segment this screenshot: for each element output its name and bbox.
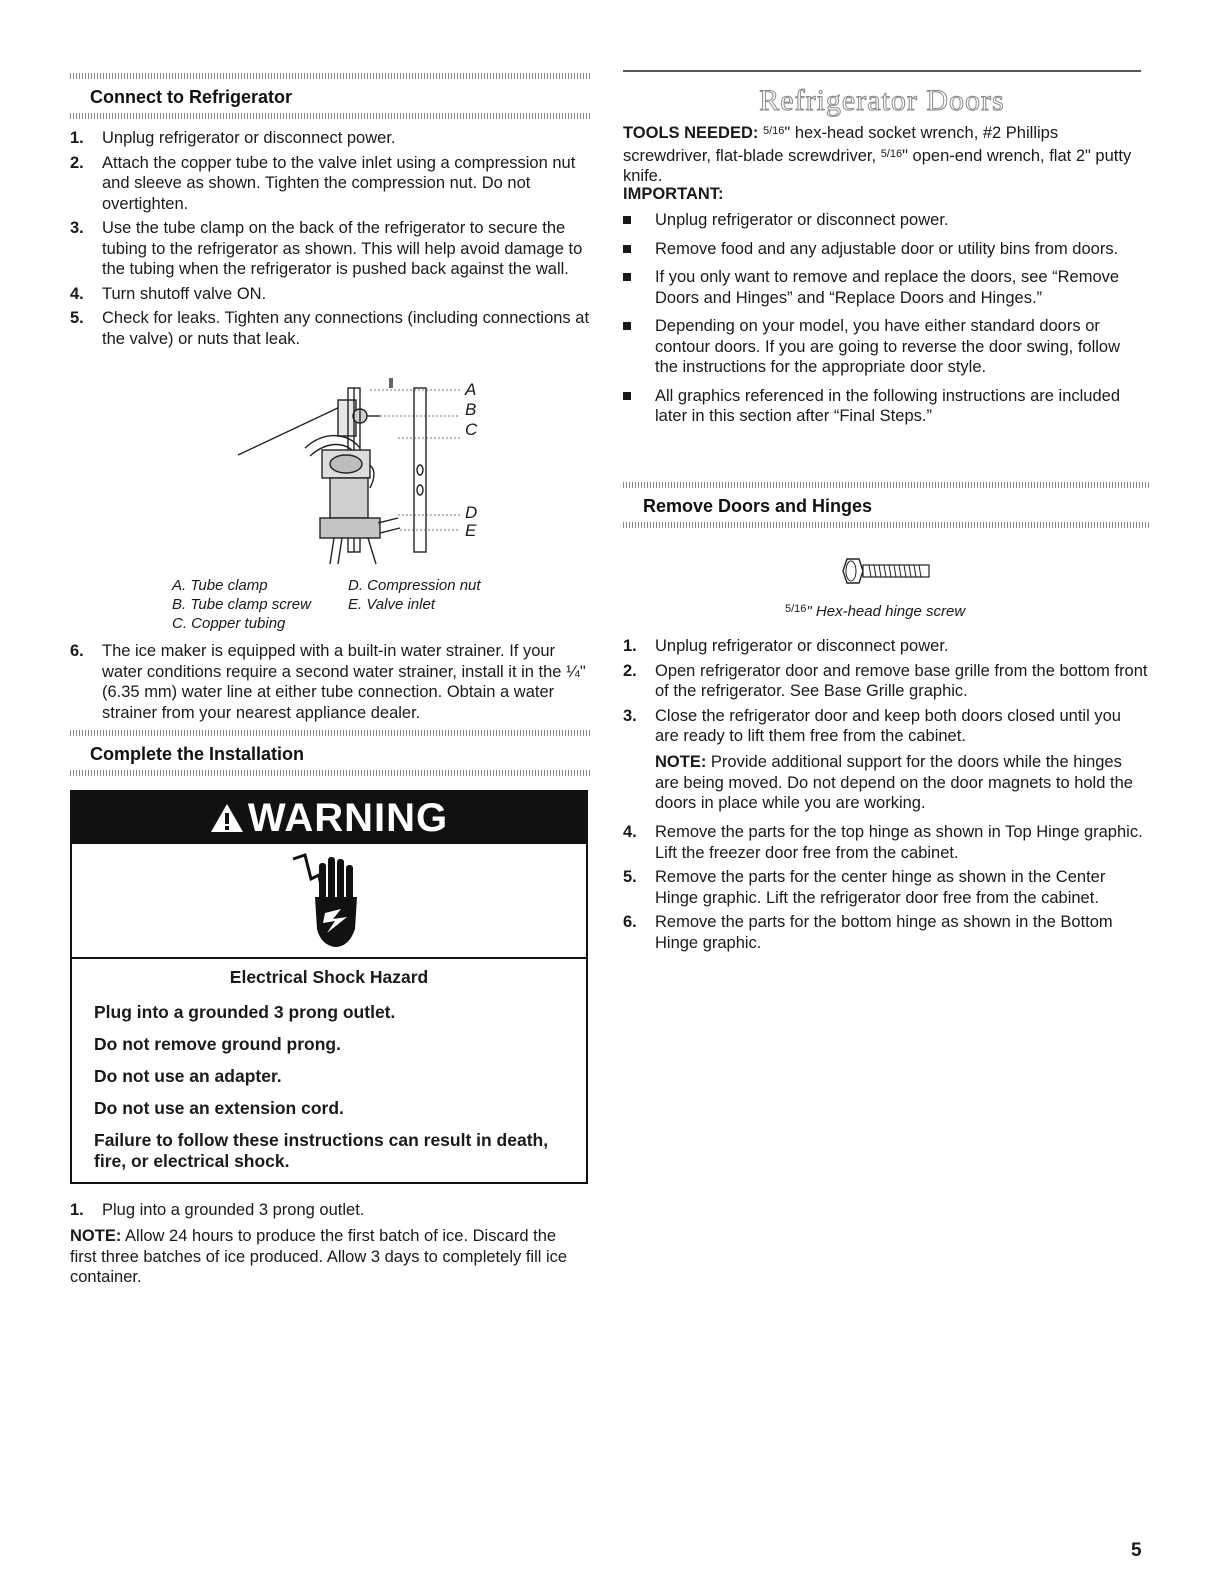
letter-b: B xyxy=(465,400,477,419)
complete-section-title: Complete the Installation xyxy=(90,744,305,764)
connect-steps xyxy=(70,128,592,353)
header-hatch-bottom xyxy=(623,522,1149,528)
list-item: Depending on your model, you have either standard doors or contour doors. If you are going to reverse the door swing, follow the instructions for the appropriate door style. xyxy=(623,316,1147,378)
header-hatch-bottom xyxy=(70,113,592,119)
connect-step-6 xyxy=(70,641,592,727)
page-number: 5 xyxy=(1131,1540,1142,1561)
diagram-legend-right xyxy=(348,576,481,614)
complete-section-header xyxy=(70,730,592,776)
diagram-legend-left xyxy=(172,576,311,633)
important-label: IMPORTANT: xyxy=(623,185,724,203)
remove-section-header xyxy=(623,482,1149,528)
list-item: 1. Unplug refrigerator or disconnect power. xyxy=(623,637,949,655)
list-item: 1. Plug into a grounded 3 prong outlet. xyxy=(70,1201,365,1219)
hazard-line: Do not use an extension cord. xyxy=(94,1098,344,1118)
remove-steps-continued xyxy=(623,822,1149,957)
hazard-line: Plug into a grounded 3 prong outlet. xyxy=(94,1002,396,1022)
list-item: 6. Remove the parts for the bottom hinge as shown in the Bottom Hinge graphic. xyxy=(623,913,1113,952)
list-item: 2. Attach the copper tube to the valve inlet using a compression nut and sleeve as shown. Tighten the compression nut. Do not overtighten. xyxy=(70,153,576,213)
legend-e: E. Valve inlet xyxy=(348,596,435,613)
hazard-line: Do not remove ground prong. xyxy=(94,1034,341,1054)
list-item: 1. Unplug refrigerator or disconnect power. xyxy=(70,129,396,147)
letter-a: A xyxy=(465,380,477,399)
legend-d: D. Compression nut xyxy=(348,577,481,594)
valve-connection-diagram xyxy=(230,378,530,568)
hazard-line: Do not use an adapter. xyxy=(94,1066,282,1086)
remove-section-title: Remove Doors and Hinges xyxy=(643,496,873,516)
letter-e: E xyxy=(465,521,477,540)
refrigerator-doors-title: Refrigerator Doors xyxy=(759,84,1005,117)
hazard-title: Electrical Shock Hazard xyxy=(229,967,429,987)
connect-section-header xyxy=(70,73,592,119)
warning-label: WARNING xyxy=(247,795,449,840)
list-item: Remove food and any adjustable door or utility bins from doors. xyxy=(623,239,1147,260)
warning-triangle-icon xyxy=(210,803,244,833)
tools-needed: TOOLS NEEDED: $^{5/16}$" hex-head socket wrench, #2 Phillips screwdriver, flat-blade screwdriver, $^{5/16}$" open-end wrench, flat 2" putty knife. xyxy=(623,124,1132,185)
remove-steps xyxy=(623,636,1149,751)
complete-note: NOTE: Allow 24 hours to produce the first batch of ice. Discard the first three batches of ice produced. Allow 3 days to completely fill ice container. xyxy=(70,1227,568,1286)
remove-note: NOTE: Provide additional support for the doors while the hinges are being moved. Do not depend on the door magnets to hold the doors in place while you are working. xyxy=(655,753,1133,812)
warning-banner xyxy=(72,792,586,844)
list-item: 2. Open refrigerator door and remove base grille from the bottom front of the refrigerator. See Base Grille graphic. xyxy=(623,661,1148,700)
screw-caption: $^{5/16}$" Hex-head hinge screw xyxy=(785,603,966,620)
connect-section-title: Connect to Refrigerator xyxy=(90,87,293,107)
hazard-pictogram xyxy=(72,844,586,959)
list-item: 4. Remove the parts for the top hinge as shown in Top Hinge graphic. Lift the freezer door free from the cabinet. xyxy=(623,823,1143,862)
complete-steps xyxy=(70,1200,592,1225)
legend-a: A. Tube clamp xyxy=(172,577,268,594)
hazard-line: Failure to follow these instructions can result in death, fire, or electrical shock. xyxy=(94,1130,549,1171)
list-item: 3. Close the refrigerator door and keep both doors closed until you are ready to lift them free from the cabinet. xyxy=(623,706,1121,745)
electric-shock-hand-icon xyxy=(289,851,369,951)
list-item: Unplug refrigerator or disconnect power. xyxy=(623,210,1147,231)
list-item: 3. Use the tube clamp on the back of the refrigerator to secure the tubing to the refrigerator as shown. This will help avoid damage to the tubing when the refrigerator is pushed back against the wall. xyxy=(70,219,583,278)
list-item: 5. Remove the parts for the center hinge as shown in the Center Hinge graphic. Lift the refrigerator door free from the cabinet. xyxy=(623,868,1106,907)
diagram-letters-lower xyxy=(465,504,477,540)
list-item: 6. The ice maker is equipped with a built-in water strainer. If your water conditions require a second water strainer, install it in the ¼" (6.35 mm) water line at either tube connection. Obtain a water strainer from your nearest appliance dealer. xyxy=(70,642,586,722)
list-item: All graphics referenced in the following instructions are included later in this section after “Final Steps.” xyxy=(623,386,1147,427)
list-item: 4. Turn shutoff valve ON. xyxy=(70,284,267,303)
legend-c: C. Copper tubing xyxy=(172,615,286,632)
warning-box xyxy=(70,790,588,1184)
legend-b: B. Tube clamp screw xyxy=(172,596,311,613)
letter-c: C xyxy=(465,420,478,439)
list-item: If you only want to remove and replace the doors, see “Remove Doors and Hinges” and “Replace Doors and Hinges.” xyxy=(623,267,1147,308)
hex-head-screw-icon xyxy=(841,556,933,586)
important-bullets xyxy=(623,210,1147,435)
top-rule xyxy=(623,70,1141,72)
letter-d: D xyxy=(465,503,478,522)
diagram-letters xyxy=(465,380,477,440)
header-hatch-bottom xyxy=(70,770,592,776)
list-item: 5. Check for leaks. Tighten any connections (including connections at the valve) or nuts that leak. xyxy=(70,309,590,348)
hazard-text xyxy=(72,959,586,1172)
